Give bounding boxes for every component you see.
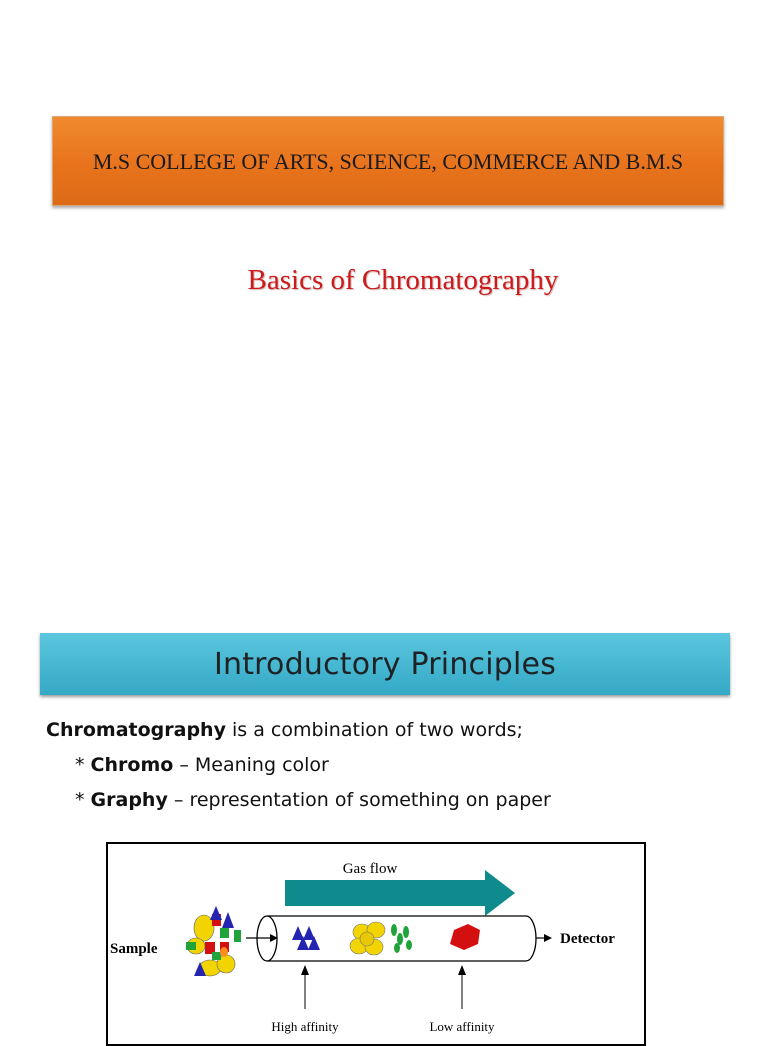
sample-mixture-icon	[186, 906, 241, 976]
presentation-subtitle: Basics of Chromatography	[247, 264, 559, 296]
low-affinity-pointer-head	[458, 965, 466, 975]
gas-flow-label: Gas flow	[342, 861, 398, 877]
graphy-meaning: – representation of something on paper	[167, 789, 551, 811]
detector-label: Detector	[560, 931, 615, 947]
diagram-svg	[108, 844, 644, 1044]
low-affinity-label: Low affinity	[429, 1019, 495, 1034]
slide-body	[46, 713, 746, 818]
chromatography-diagram	[106, 842, 646, 1046]
term-chromo: Chromo	[90, 754, 174, 776]
bullet-graphy	[46, 783, 746, 818]
gas-flow-arrow	[285, 870, 515, 916]
bullet-marker: *	[75, 789, 91, 811]
college-name: M.S COLLEGE OF ARTS, SCIENCE, COMMERCE AND B.M.S	[92, 148, 684, 174]
high-affinity-label: High affinity	[271, 1019, 339, 1034]
sample-label: Sample	[110, 941, 158, 957]
definition-line	[46, 713, 746, 748]
term-graphy: Graphy	[90, 789, 168, 811]
intro-slide	[0, 600, 768, 1034]
definition-text: is a combination of two words;	[225, 719, 523, 741]
low-affinity-molecules-icon	[450, 924, 480, 950]
high-affinity-pointer-head	[301, 965, 309, 975]
chromo-meaning: – Meaning color	[173, 754, 329, 776]
college-name-banner	[52, 116, 724, 206]
slide-heading-banner	[40, 633, 730, 695]
slide-heading: Introductory Principles	[213, 646, 557, 682]
high-affinity-molecules-icon	[292, 926, 320, 950]
mixed-molecules-icon	[350, 922, 412, 955]
term-chromatography: Chromatography	[46, 719, 226, 741]
bullet-chromo	[46, 748, 746, 783]
bullet-marker: *	[75, 754, 91, 776]
detector-arrowhead	[544, 934, 552, 942]
